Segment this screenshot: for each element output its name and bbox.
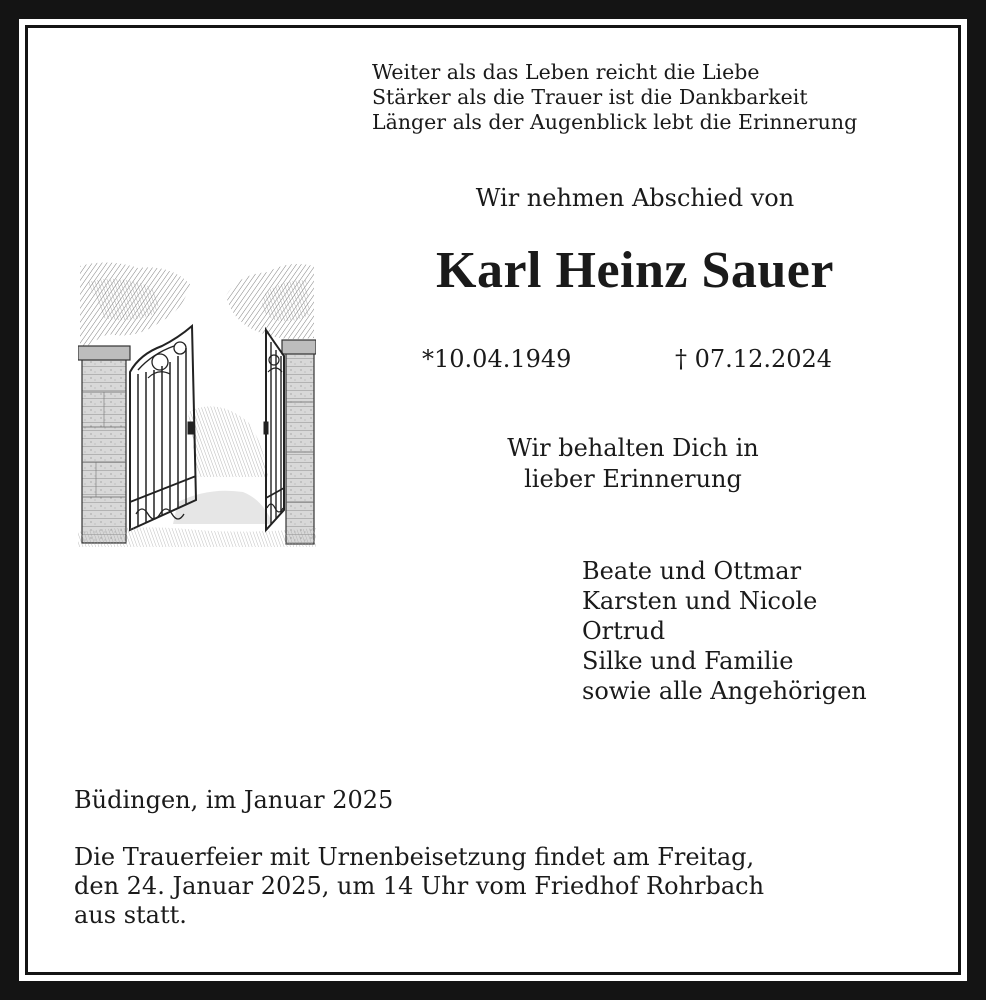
funeral-line-1: Die Trauerfeier mit Urnenbeisetzung findet am Freitag, [74,843,755,871]
mourner-item: Karsten und Nicole [582,587,818,615]
motto-line-1: Weiter als das Leben reicht die Liebe [372,60,760,84]
foliage-right [226,264,314,339]
gate-right [264,330,284,530]
gate-left [130,326,196,530]
farewell-intro: Wir nehmen Abschied von [475,184,795,212]
remembrance-line-2: lieber Erinnerung [524,465,742,493]
motto-verse [372,60,857,135]
funeral-notice [74,843,764,930]
mourner-item: sowie alle Angehörigen [582,677,867,705]
mourners-list [582,556,867,706]
death-date: † 07.12.2024 [675,345,833,373]
funeral-line-2: den 24. Januar 2025, um 14 Uhr vom Friedhof Rohrbach [74,872,765,900]
motto-line-3: Länger als der Augenblick lebt die Erinnerung [372,110,858,134]
place-and-date: Büdingen, im Januar 2025 [74,786,394,814]
funeral-line-3: aus statt. [74,901,187,929]
remembrance-line-1: Wir behalten Dich in [507,434,759,462]
remembrance-text [433,433,833,495]
mourner-item: Beate und Ottmar [582,557,802,585]
garden-gate-illustration [78,262,316,547]
deceased-name: Karl Heinz Sauer [436,242,834,299]
mourner-item: Ortrud [582,617,666,645]
mourner-item: Silke und Familie [582,647,794,675]
birth-date: *10.04.1949 [422,345,572,373]
motto-line-2: Stärker als die Trauer ist die Dankbarkeit [372,85,808,109]
